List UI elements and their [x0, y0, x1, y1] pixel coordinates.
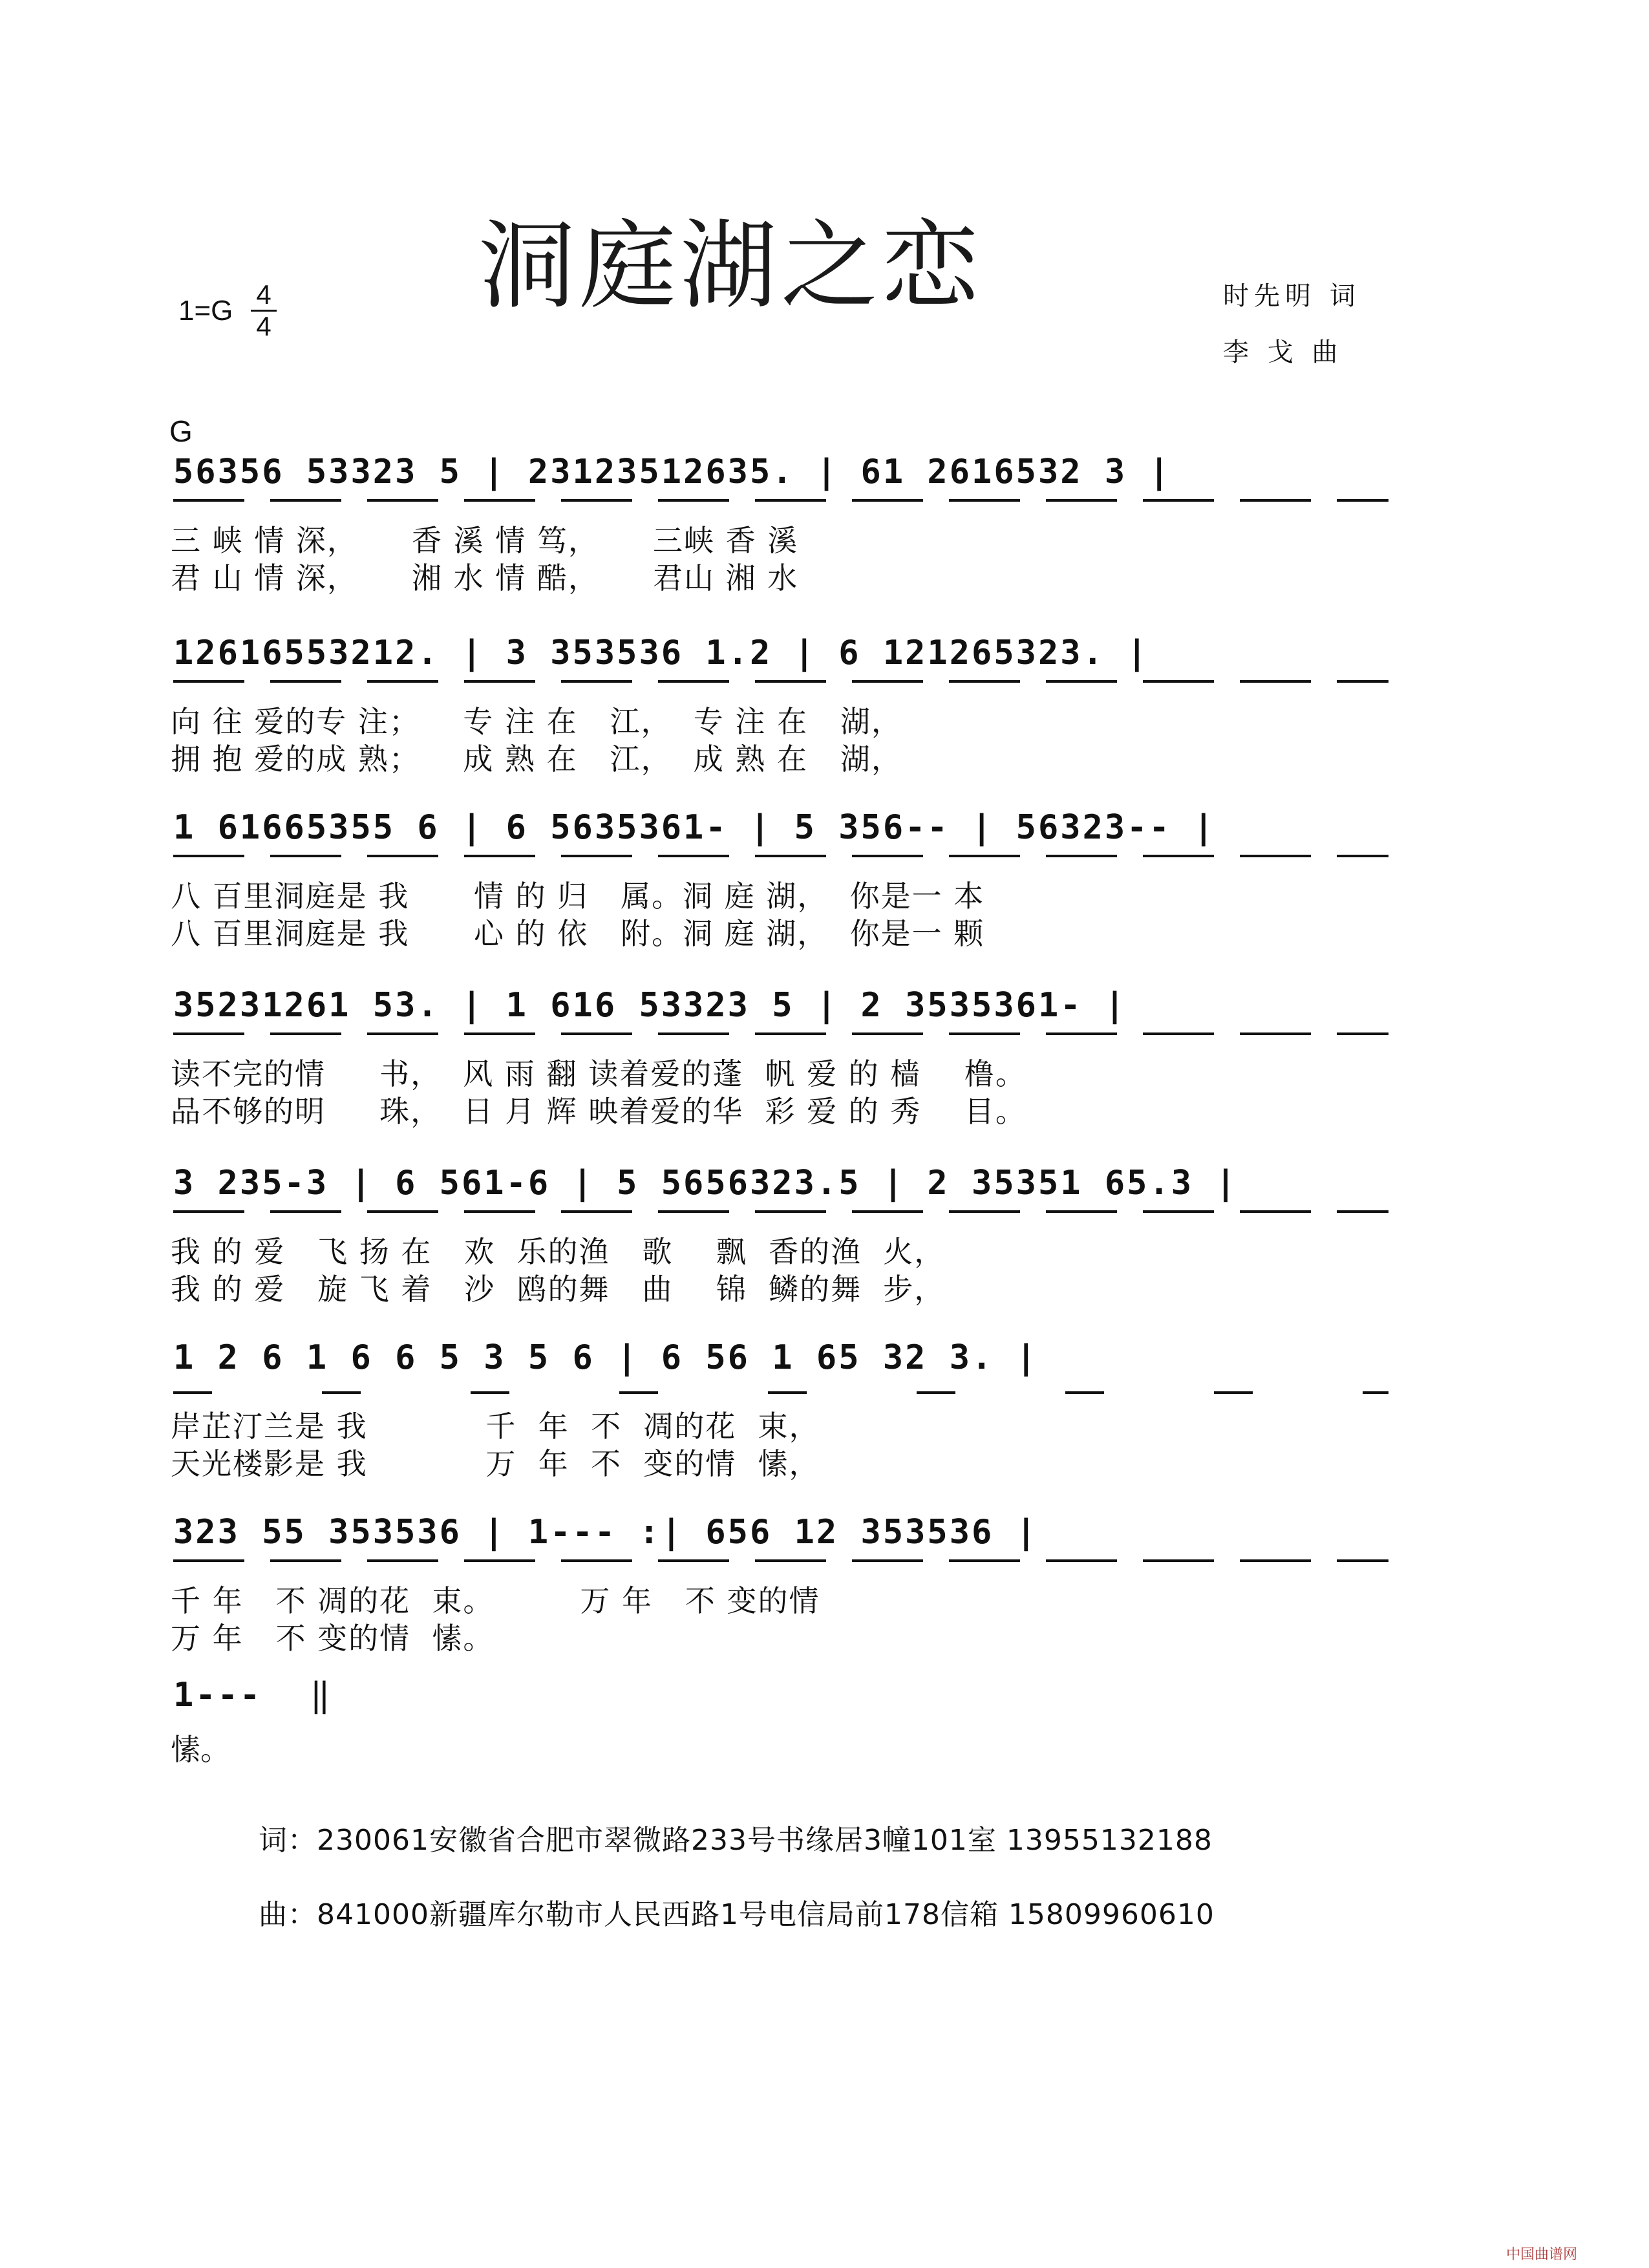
song-title: 洞庭湖之恋 [478, 210, 983, 323]
beam-lines [173, 680, 1388, 683]
lyric-verse-2: 万 年 不 变的情 愫。 [171, 1621, 495, 1656]
lyric-verse-2: 君 山 情 深， 湘 水 情 酷， 君山 湘 水 [171, 561, 799, 595]
score-system-3 [0, 802, 1649, 970]
lyric-verse-2: 天光楼影是 我 万 年 不 变的情 愫， [171, 1446, 820, 1481]
time-numerator: 4 [256, 279, 271, 310]
site-watermark: 中国曲谱网 [1506, 2247, 1578, 2263]
final-barline: ‖ [310, 1676, 332, 1715]
score-system-6 [0, 1332, 1649, 1500]
time-denominator: 4 [251, 310, 277, 341]
lyric-verse-1: 读不完的情 书， 风 雨 翻 读着爱的蓬 帆 爱 的 樯 橹。 [171, 1056, 1027, 1091]
notation-line: 35231261 53. | 1 616 53323 5 | 2 3535361- | [173, 986, 1127, 1025]
score-system-2 [0, 627, 1649, 795]
lyric-verse-1: 三 峡 情 深， 香 溪 情 笃， 三峡 香 溪 [171, 523, 799, 558]
key-signature [178, 279, 271, 341]
composer-contact: 曲：841000新疆库尔勒市人民西路1号电信局前178信箱 15809960610 [259, 1898, 1215, 1931]
key-label: 1=G [178, 295, 233, 326]
notation-line: 56356 53323 5 | 23123512635. | 61 2616532 3 | [173, 453, 1171, 491]
lyric-verse-1: 岸芷汀兰是 我 千 年 不 凋的花 束， [171, 1409, 820, 1444]
chord-symbol: G [169, 414, 193, 448]
final-notes: 1--- [173, 1676, 262, 1715]
beam-lines [173, 1391, 1388, 1394]
beam-lines [173, 499, 1388, 502]
lyric-verse-1: 向 往 爱的专 注； 专 注 在 江， 专 注 在 湖， [171, 704, 902, 739]
beam-lines [173, 1032, 1388, 1035]
notation-line: 1 2 6 1 6 6 5 3 5 6 | 6 56 1 65 32 3. | [173, 1338, 1038, 1377]
notation-line: 12616553212. | 3 353536 1.2 | 6 121265323. | [173, 634, 1149, 672]
lyricist-credit: 时先明 词 [1223, 281, 1361, 311]
composer-credit: 李 戈 曲 [1223, 337, 1343, 367]
final-measure [173, 1669, 332, 1721]
score-system-7 [0, 1506, 1649, 1674]
final-lyric: 愫。 [171, 1732, 230, 1767]
lyric-verse-1: 我 的 爱 飞 扬 在 欢 乐的渔 歌 飘 香的渔 火， [171, 1234, 946, 1269]
notation-line: 3 235-3 | 6 561-6 | 5 5656323.5 | 2 35351 65.3 | [173, 1164, 1238, 1203]
beam-lines [173, 855, 1388, 857]
score-system-5 [0, 1157, 1649, 1325]
lyric-verse-1: 八 百里洞庭是 我 情 的 归 属。洞 庭 湖， 你是一 本 [171, 879, 985, 914]
time-signature [251, 280, 277, 341]
beam-lines [173, 1210, 1388, 1213]
lyric-verse-1: 千 年 不 凋的花 束。 万 年 不 变的情 [171, 1583, 820, 1618]
lyric-verse-2: 八 百里洞庭是 我 心 的 依 附。洞 庭 湖， 你是一 颗 [171, 916, 985, 951]
lyric-verse-2: 品不够的明 珠， 日 月 辉 映着爱的华 彩 爱 的 秀 目。 [171, 1094, 1027, 1129]
lyric-verse-2: 拥 抱 爱的成 熟； 成 熟 在 江， 成 熟 在 湖， [171, 742, 902, 776]
score-system-1 [0, 446, 1649, 614]
score-system-4 [0, 979, 1649, 1148]
notation-line: 1 61665355 6 | 6 5635361- | 5 356-- | 56323-- | [173, 808, 1216, 847]
notation-line: 323 55 353536 | 1--- :| 656 12 353536 | [173, 1513, 1038, 1552]
lyric-verse-2: 我 的 爱 旋 飞 着 沙 鸥的舞 曲 锦 鳞的舞 步， [171, 1272, 946, 1307]
beam-lines [173, 1559, 1388, 1562]
lyricist-contact: 词：230061安徽省合肥市翠微路233号书缘居3幢101室 13955132188 [259, 1824, 1213, 1857]
